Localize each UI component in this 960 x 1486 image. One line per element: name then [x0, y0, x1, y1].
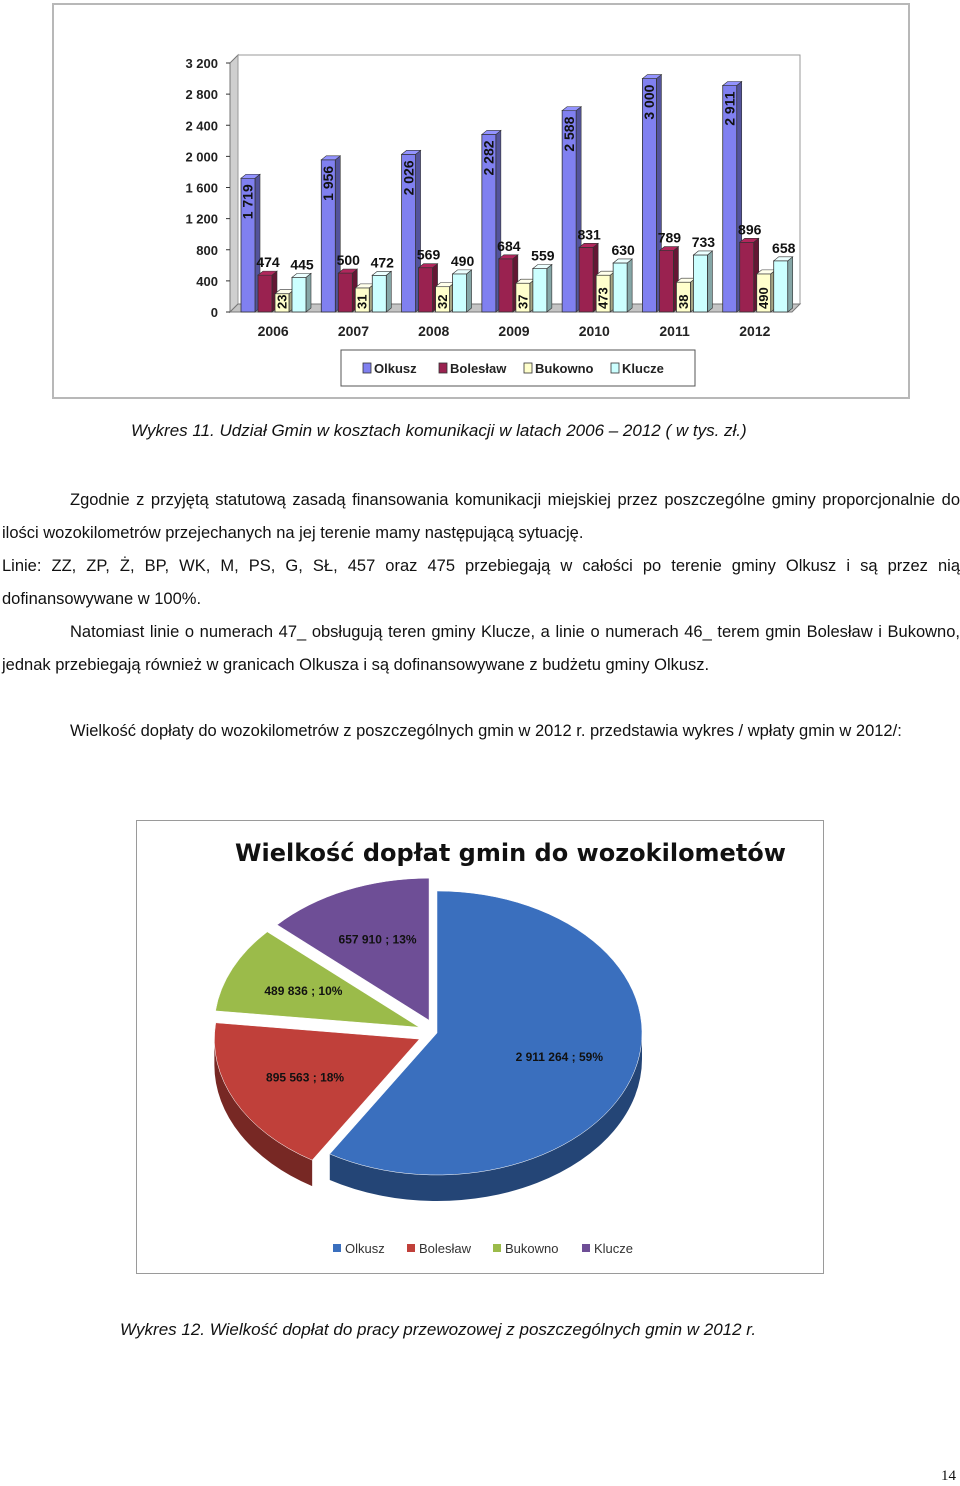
legend-label: Bolesław: [450, 361, 507, 376]
x-tick-label: 2011: [659, 323, 690, 339]
data-label: 37: [515, 294, 531, 309]
y-tick-label: 2 000: [185, 149, 218, 165]
data-label: 831: [577, 226, 601, 243]
legend-label: Bolesław: [419, 1241, 472, 1256]
data-label: 1 956: [319, 165, 336, 201]
data-label: 445: [290, 256, 314, 273]
y-tick-label: 1 200: [185, 211, 218, 227]
data-label: 569: [416, 246, 441, 263]
bar-side: [386, 271, 391, 312]
data-label: 490: [450, 252, 475, 269]
data-label: 32: [435, 294, 451, 309]
paragraph-financing-rule: Zgodnie z przyjętą statutową zasadą finansowania komunikacji miejskiej przez poszczególne gminy proporcjonalnie do ilości wozokilometrów przejechanych na jej terenie mamy następującą sytuację.: [2, 491, 960, 542]
paragraph-lines-other-gminy: Natomiast linie o numerach 47_ obsługują teren gminy Klucze, a linie o numerach 46_ terem gmin Bolesław i Bukowno, jednak przebiegają również w granicach Olkusza i są dofinansowywane z budżetu gminy Olkusz.: [2, 623, 960, 674]
bar-klucze: [533, 269, 547, 312]
data-label: 2 026: [400, 160, 417, 196]
bar-klucze: [453, 274, 467, 312]
legend-label: Olkusz: [374, 361, 417, 376]
pie-chart: [137, 821, 823, 1273]
paragraph-intro-figure-12: Wielkość dopłaty do wozokilometrów z poszczególnych gmin w 2012 r. przedstawia wykres / wpłaty gmin w 2012/:: [70, 722, 902, 740]
legend-label: Klucze: [622, 361, 664, 376]
pie-data-label: 657 910 ; 13%: [338, 932, 417, 947]
y-tick-label: 3 200: [185, 56, 218, 71]
bar-side: [707, 251, 712, 312]
y-tick-label: 800: [196, 242, 218, 258]
bar-side: [306, 273, 311, 312]
bar-side: [627, 259, 632, 312]
legend-swatch-olkusz: [363, 363, 371, 373]
data-label: 1 719: [239, 184, 256, 220]
bar-bolesław: [579, 247, 593, 312]
bar-bolesław: [258, 275, 272, 312]
bar-klucze: [693, 255, 707, 312]
bar-bolesław: [659, 251, 673, 312]
legend-swatch-klucze: [582, 1244, 590, 1252]
data-label: 2 282: [480, 140, 497, 176]
x-tick-label: 2008: [418, 323, 450, 339]
figure-11-caption: Wykres 11. Udział Gmin w kosztach komunikacji w latach 2006 – 2012 ( w tys. zł.): [131, 421, 747, 440]
y-tick-label: 1 600: [185, 180, 218, 196]
y-tick-label: 2 400: [185, 118, 218, 134]
x-tick-label: 2012: [739, 323, 771, 339]
bar-bolesław: [338, 273, 352, 312]
data-label: 2 588: [560, 116, 577, 152]
legend-swatch-bolesław: [439, 363, 447, 373]
data-label: 733: [691, 233, 716, 250]
bar-side: [467, 270, 472, 312]
legend-swatch-olkusz: [333, 1244, 341, 1252]
bar-chart-frame: [52, 3, 910, 399]
x-tick-label: 2007: [337, 323, 370, 339]
page-number: 14: [941, 1468, 956, 1484]
bar-chart: [54, 5, 908, 397]
data-label: 23: [274, 294, 290, 309]
left-wall: [230, 55, 238, 312]
data-label: 38: [675, 294, 691, 309]
legend-swatch-bukowno: [524, 363, 532, 373]
data-label: 896: [738, 221, 762, 238]
data-label: 31: [354, 294, 370, 309]
pie-title: Wielkość dopłat gmin do wozokilometów: [235, 839, 786, 867]
x-tick-label: 2006: [257, 323, 289, 339]
bar-bolesław: [499, 259, 513, 312]
data-label: 559: [531, 247, 555, 264]
data-label: 500: [336, 252, 360, 269]
legend-swatch-bukowno: [493, 1244, 501, 1252]
legend-label: Bukowno: [535, 361, 594, 376]
bar-klucze: [774, 261, 788, 312]
legend-label: Bukowno: [505, 1241, 559, 1256]
data-label: 684: [497, 237, 521, 254]
data-label: 474: [256, 254, 280, 271]
data-label: 630: [611, 241, 635, 258]
data-label: 3 000: [641, 84, 658, 120]
paragraph-lines-olkusz: Linie: ZZ, ZP, Ż, BP, WK, M, PS, G, SŁ, 457 oraz 475 przebiegają w całości po terenie gminy Olkusz i są przez nią dofinansowywane w 100%.: [2, 557, 960, 608]
legend-label: Olkusz: [345, 1241, 385, 1256]
data-label: 473: [595, 287, 611, 309]
x-tick-label: 2010: [578, 323, 610, 339]
data-label: 658: [772, 239, 796, 256]
legend-label: Klucze: [594, 1241, 634, 1256]
bar-klucze: [372, 275, 386, 312]
data-label: 472: [370, 254, 394, 271]
bar-side: [547, 265, 552, 312]
data-label: 2 911: [721, 91, 738, 126]
pie-data-label: 489 836 ; 10%: [264, 983, 343, 998]
pie-chart-frame: [136, 820, 824, 1274]
y-tick-label: 400: [196, 273, 218, 289]
bar-side: [788, 257, 793, 312]
data-label: 789: [657, 229, 682, 246]
data-label: 490: [756, 287, 772, 309]
legend-swatch-bolesław: [407, 1244, 415, 1252]
y-tick-label: 2 800: [185, 87, 218, 103]
bar-bolesław: [419, 268, 433, 312]
legend-swatch-klucze: [611, 363, 619, 373]
bar-klucze: [613, 263, 627, 312]
y-tick-label: 0: [210, 305, 218, 320]
pie-data-label: 2 911 264 ; 59%: [515, 1049, 604, 1064]
figure-12-caption: Wykres 12. Wielkość dopłat do pracy przewozowej z poszczególnych gmin w 2012 r.: [120, 1320, 757, 1339]
bar-klucze: [292, 277, 306, 312]
bar-bolesław: [740, 242, 754, 312]
pie-data-label: 895 563 ; 18%: [266, 1070, 345, 1085]
x-tick-label: 2009: [498, 323, 530, 339]
